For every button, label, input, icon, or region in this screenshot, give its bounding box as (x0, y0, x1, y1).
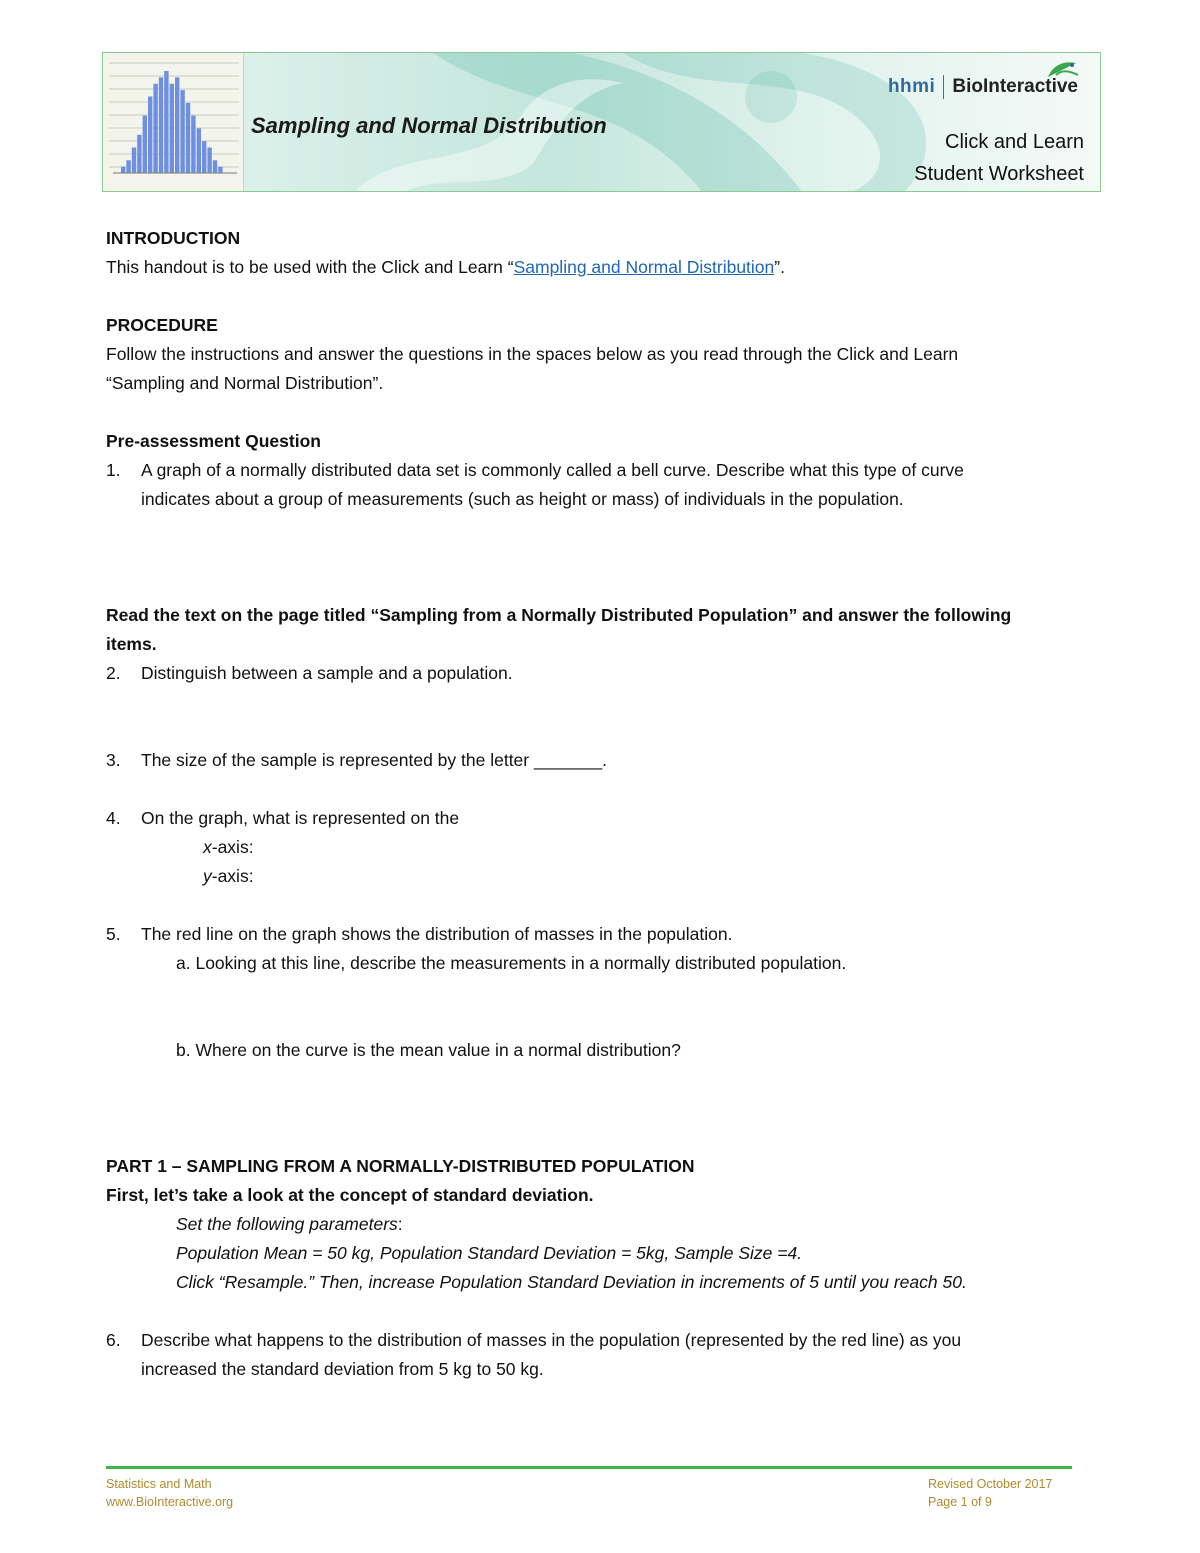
procedure-line-2: “Sampling and Normal Distribution”. (106, 373, 384, 393)
thumb-bar (191, 116, 195, 173)
question-1-line-1: A graph of a normally distributed data set is commonly called a bell curve. Describe what this type of curve (141, 460, 964, 480)
preassessment-heading: Pre-assessment Question (106, 431, 321, 451)
thumb-bar (197, 128, 201, 173)
y-axis-label: -axis: (211, 866, 254, 886)
question-5b: b. Where on the curve is the mean value in a normal distribution? (176, 1040, 681, 1060)
logo-biointeractive: BioInteractive (952, 76, 1078, 97)
question-6-number: 6. (106, 1330, 121, 1350)
question-4-number: 4. (106, 808, 121, 828)
thumb-bar (148, 97, 152, 174)
question-2-number: 2. (106, 663, 121, 683)
question-4-y-axis (106, 862, 1106, 891)
thumb-bar (180, 90, 184, 173)
question-4-text: On the graph, what is represented on the (141, 808, 460, 828)
thumb-bar (121, 167, 125, 173)
read-section-line-2: items. (106, 634, 157, 654)
footer-revision: Revised October 2017 (928, 1477, 1053, 1491)
question-3-text: The size of the sample is represented by the letter _______. (141, 750, 607, 770)
part1-heading: PART 1 – SAMPLING FROM A NORMALLY-DISTRIBUTED POPULATION (106, 1156, 695, 1176)
part1-subheading: First, let’s take a look at the concept of standard deviation. (106, 1185, 594, 1205)
footer-right (928, 1475, 1052, 1511)
procedure-heading: PROCEDURE (106, 315, 218, 335)
intro-text-before: This handout is to be used with the Click and Learn “ (106, 257, 514, 277)
thumb-bar (132, 148, 136, 174)
y-variable: y (203, 866, 212, 886)
question-6-line-1: Describe what happens to the distribution of masses in the population (represented by the red line) as you (141, 1330, 962, 1350)
histogram-thumbnail (103, 53, 244, 191)
thumb-bar (170, 84, 174, 173)
thumb-bar (143, 116, 147, 173)
question-6-line-2: increased the standard deviation from 5 kg to 50 kg. (141, 1359, 544, 1379)
worksheet-body (106, 224, 1106, 1384)
thumb-bar (213, 160, 217, 173)
procedure-line-1: Follow the instructions and answer the questions in the spaces below as you read through the Click and Learn (106, 344, 959, 364)
thumb-bar (126, 160, 130, 173)
question-1 (106, 456, 1106, 514)
student-worksheet-label: Student Worksheet (914, 163, 1084, 185)
header-banner (102, 52, 1101, 192)
thumb-bar (186, 103, 190, 173)
histogram-thumbnail-svg (103, 53, 243, 191)
question-3-number: 3. (106, 750, 121, 770)
intro-text-after: ”. (774, 257, 785, 277)
intro-text (106, 253, 1106, 282)
click-and-learn-label: Click and Learn (945, 131, 1084, 153)
question-1-line-2: indicates about a group of measurements (such as height or mass) of individuals in the population. (141, 489, 904, 509)
footer-page-number: Page 1 of 9 (928, 1495, 992, 1509)
footer-divider (106, 1466, 1072, 1469)
thumb-bar (164, 71, 168, 173)
click-and-learn-link[interactable]: Sampling and Normal Distribution (513, 257, 775, 277)
question-5a: a. Looking at this line, describe the measurements in a normally distributed population. (176, 953, 847, 973)
thumb-bar (137, 135, 141, 173)
logo-hhmi: hhmi (887, 76, 936, 97)
thumb-bar (153, 84, 157, 173)
x-axis-label: -axis: (211, 837, 254, 857)
thumb-bar (159, 77, 163, 173)
thumb-bar (207, 148, 211, 174)
question-5-text: The red line on the graph shows the distribution of masses in the population. (141, 924, 733, 944)
footer-left (106, 1475, 233, 1511)
hhmi-biointeractive-logo (888, 75, 1078, 99)
parameters-label: Set the following parameters (176, 1214, 398, 1234)
question-4-x-axis (106, 833, 1106, 862)
thumb-bar (175, 77, 179, 173)
question-5-number: 5. (106, 924, 121, 944)
thumb-bar (202, 141, 206, 173)
thumb-bar (218, 167, 222, 173)
intro-heading: INTRODUCTION (106, 228, 241, 248)
question-5 (106, 920, 1106, 949)
x-variable: x (203, 837, 212, 857)
footer-website: www.BioInteractive.org (106, 1495, 234, 1509)
part1-parameters-instructions: Click “Resample.” Then, increase Population Standard Deviation in increments of 5 until you reach 50. (176, 1272, 967, 1292)
part1-parameters-intro (106, 1210, 1106, 1239)
question-2 (106, 659, 1106, 688)
question-2-text: Distinguish between a sample and a population. (141, 663, 513, 683)
question-6 (106, 1326, 1106, 1384)
footer-subject: Statistics and Math (106, 1477, 212, 1491)
logo-separator (943, 75, 944, 99)
read-section-line-1: Read the text on the page titled “Sampling from a Normally Distributed Population” and answer the following (106, 605, 1012, 625)
question-1-number: 1. (106, 460, 121, 480)
part1-parameters-values: Population Mean = 50 kg, Population Standard Deviation = 5kg, Sample Size =4. (176, 1243, 803, 1263)
question-3 (106, 746, 1106, 775)
page-title: Sampling and Normal Distribution (251, 113, 607, 138)
question-4 (106, 804, 1106, 833)
parameters-colon: : (397, 1214, 403, 1234)
